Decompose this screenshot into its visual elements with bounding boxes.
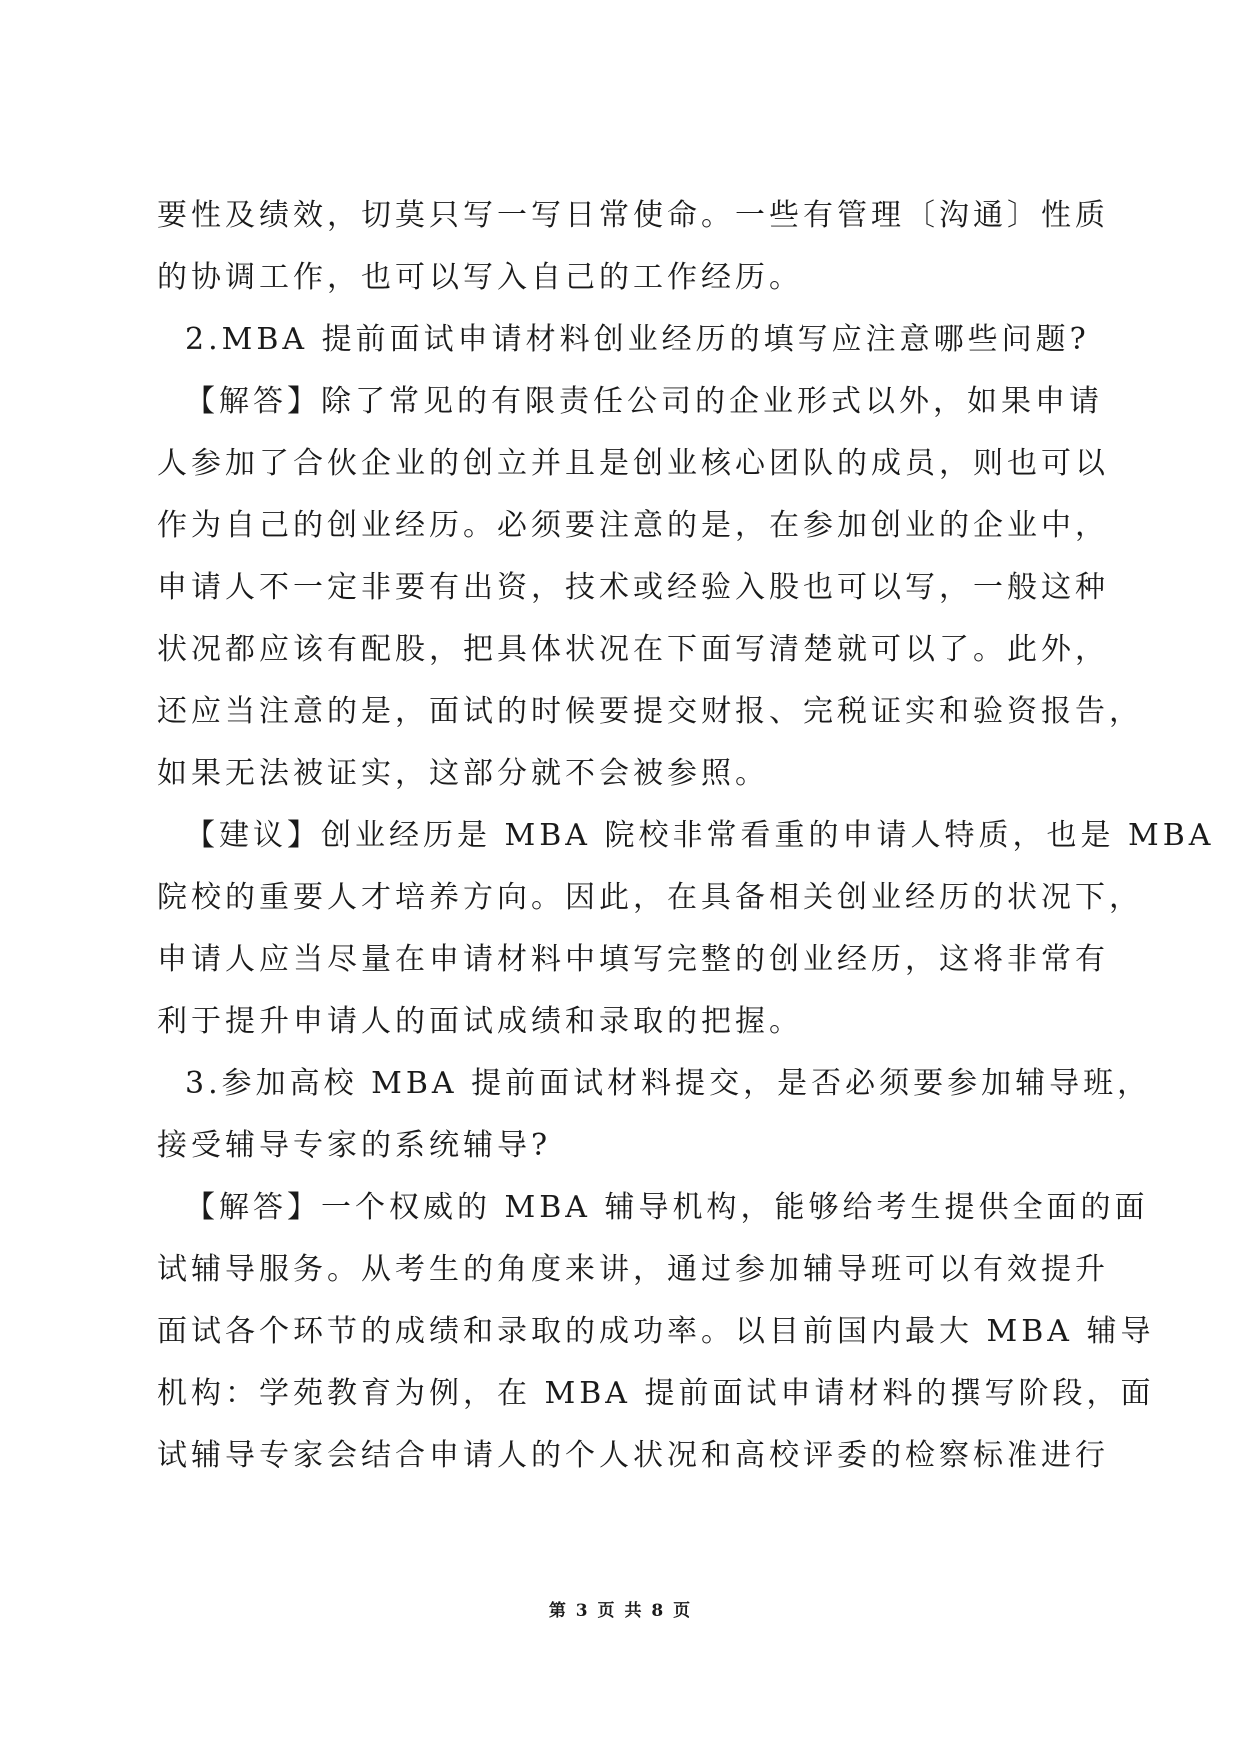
body-text-line: 试辅导专家会结合申请人的个人状况和高校评委的检察标准进行 <box>157 1438 1109 1473</box>
body-text-line: 利于提升申请人的面试成绩和录取的把握。 <box>157 1004 803 1039</box>
answer-text-line: 【解答】除了常见的有限责任公司的企业形式以外，如果申请 <box>185 384 1103 419</box>
body-text-line: 接受辅导专家的系统辅导? <box>157 1128 552 1163</box>
body-text-line: 院校的重要人才培养方向。因此，在具备相关创业经历的状况下， <box>157 880 1143 915</box>
body-text-line: 机构：学苑教育为例，在 MBA 提前面试申请材料的撰写阶段，面 <box>157 1376 1155 1411</box>
body-text-line: 的协调工作，也可以写入自己的工作经历。 <box>157 260 803 295</box>
body-text-line: 申请人不一定非要有出资，技术或经验入股也可以写，一般这种 <box>157 570 1109 605</box>
suggestion-text-line: 【建议】创业经历是 MBA 院校非常看重的申请人特质，也是 MBA <box>185 818 1215 853</box>
body-text-line: 要性及绩效，切莫只写一写日常使命。一些有管理〔沟通〕性质 <box>157 198 1109 233</box>
body-text-line: 状况都应该有配股，把具体状况在下面写清楚就可以了。此外， <box>157 632 1109 667</box>
body-text-line: 还应当注意的是，面试的时候要提交财报、完税证实和验资报告， <box>157 694 1143 729</box>
page-number-footer: 第 3 页 共 8 页 <box>548 1601 693 1621</box>
body-text-line: 申请人应当尽量在申请材料中填写完整的创业经历，这将非常有 <box>157 942 1109 977</box>
answer-text-line: 【解答】一个权威的 MBA 辅导机构，能够给考生提供全面的面 <box>185 1190 1149 1225</box>
body-text-line: 试辅导服务。从考生的角度来讲，通过参加辅导班可以有效提升 <box>157 1252 1109 1287</box>
body-text-line: 如果无法被证实，这部分就不会被参照。 <box>157 756 769 791</box>
body-text-line: 人参加了合伙企业的创立并且是创业核心团队的成员，则也可以 <box>157 446 1109 481</box>
body-text-line: 面试各个环节的成绩和录取的成功率。以目前国内最大 MBA 辅导 <box>157 1314 1155 1349</box>
question-heading: 3.参加高校 MBA 提前面试材料提交，是否必须要参加辅导班， <box>185 1066 1152 1101</box>
document-body <box>157 185 1215 1487</box>
question-heading: 2.MBA 提前面试申请材料创业经历的填写应注意哪些问题? <box>185 322 1090 357</box>
body-text-line: 作为自己的创业经历。必须要注意的是，在参加创业的企业中， <box>157 508 1109 543</box>
